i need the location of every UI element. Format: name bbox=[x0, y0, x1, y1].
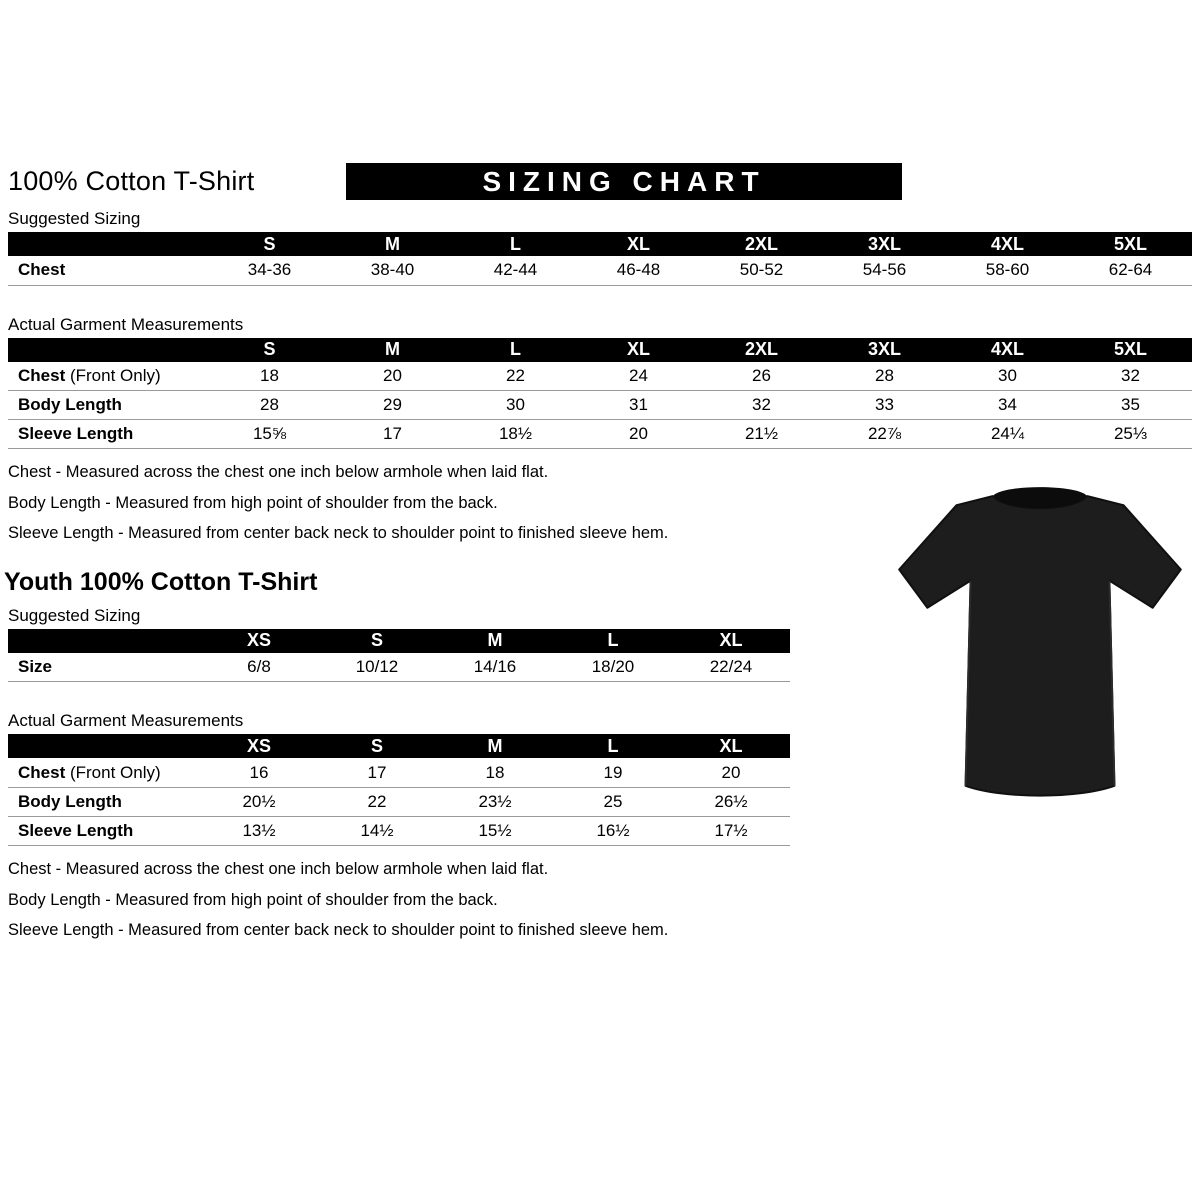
measurement-cell: 58-60 bbox=[946, 256, 1069, 285]
measurement-cell: 28 bbox=[208, 391, 331, 420]
size-column-header: M bbox=[331, 338, 454, 362]
measurement-cell: 18/20 bbox=[554, 653, 672, 682]
measurement-cell: 22 bbox=[318, 787, 436, 816]
size-column-header: XL bbox=[672, 734, 790, 758]
measurement-cell: 18½ bbox=[454, 420, 577, 449]
measurement-cell: 15⅝ bbox=[208, 420, 331, 449]
size-column-header: 4XL bbox=[946, 338, 1069, 362]
size-column-header: XL bbox=[577, 338, 700, 362]
measurement-cell: 38-40 bbox=[331, 256, 454, 285]
size-column-header: M bbox=[436, 629, 554, 653]
measurement-cell: 54-56 bbox=[823, 256, 946, 285]
size-column-header: 5XL bbox=[1069, 232, 1192, 256]
youth-suggested-table bbox=[8, 629, 790, 683]
table-header-row bbox=[8, 232, 1192, 256]
measurement-cell: 31 bbox=[577, 391, 700, 420]
measurement-cell: 24 bbox=[577, 362, 700, 391]
size-column-header: XS bbox=[200, 734, 318, 758]
measurement-cell: 46-48 bbox=[577, 256, 700, 285]
table-header-row bbox=[8, 338, 1192, 362]
table-row bbox=[8, 758, 790, 787]
measurement-cell: 14/16 bbox=[436, 653, 554, 682]
row-label: Chest (Front Only) bbox=[8, 362, 208, 391]
size-column-header: XL bbox=[577, 232, 700, 256]
measurement-cell: 17½ bbox=[672, 816, 790, 845]
measurement-cell: 17 bbox=[331, 420, 454, 449]
note-line: Chest - Measured across the chest one inch below armhole when laid flat. bbox=[8, 463, 549, 481]
measurement-cell: 20½ bbox=[200, 787, 318, 816]
row-label: Body Length bbox=[8, 391, 208, 420]
size-column-header: S bbox=[208, 338, 331, 362]
measurement-cell: 32 bbox=[700, 391, 823, 420]
size-column-header: L bbox=[454, 232, 577, 256]
measurement-cell: 30 bbox=[946, 362, 1069, 391]
measurement-cell: 35 bbox=[1069, 391, 1192, 420]
size-column-header: 5XL bbox=[1069, 338, 1192, 362]
table-row bbox=[8, 420, 1192, 449]
measurement-cell: 18 bbox=[208, 362, 331, 391]
youth-actual-table bbox=[8, 734, 790, 846]
note-line: Body Length - Measured from high point of shoulder from the back. bbox=[8, 493, 498, 512]
row-label: Body Length bbox=[8, 787, 200, 816]
measurement-cell: 16 bbox=[200, 758, 318, 787]
size-column-header: L bbox=[554, 629, 672, 653]
measurement-cell: 19 bbox=[554, 758, 672, 787]
measurement-cell: 20 bbox=[577, 420, 700, 449]
table-row bbox=[8, 391, 1192, 420]
measurement-cell: 42-44 bbox=[454, 256, 577, 285]
size-column-header: M bbox=[436, 734, 554, 758]
measurement-cell: 28 bbox=[823, 362, 946, 391]
measurement-cell: 10/12 bbox=[318, 653, 436, 682]
table-row bbox=[8, 256, 1192, 285]
row-label-suffix: (Front Only) bbox=[65, 762, 161, 782]
size-column-header: S bbox=[318, 629, 436, 653]
corner-cell bbox=[8, 734, 200, 758]
row-label: Sleeve Length bbox=[8, 816, 200, 845]
page-title: 100% Cotton T-Shirt bbox=[8, 166, 255, 196]
measurement-cell: 24¼ bbox=[946, 420, 1069, 449]
measurement-cell: 26½ bbox=[672, 787, 790, 816]
size-column-header: 3XL bbox=[823, 338, 946, 362]
size-column-header: L bbox=[554, 734, 672, 758]
measurement-cell: 6/8 bbox=[200, 653, 318, 682]
size-column-header: 3XL bbox=[823, 232, 946, 256]
note-line: Sleeve Length - Measured from center back neck to shoulder point to finished sleeve hem. bbox=[8, 921, 669, 940]
measurement-cell: 14½ bbox=[318, 816, 436, 845]
adult-suggested-heading: Suggested Sizing bbox=[8, 209, 141, 228]
table-row bbox=[8, 362, 1192, 391]
corner-cell bbox=[8, 629, 200, 653]
measurement-cell: 13½ bbox=[200, 816, 318, 845]
adult-suggested-table bbox=[8, 232, 1192, 286]
note-line: Body Length - Measured from high point of shoulder from the back. bbox=[8, 890, 498, 909]
corner-cell bbox=[8, 338, 208, 362]
measurement-cell: 22/24 bbox=[672, 653, 790, 682]
measurement-cell: 26 bbox=[700, 362, 823, 391]
size-column-header: 4XL bbox=[946, 232, 1069, 256]
table-row bbox=[8, 653, 790, 682]
measurement-cell: 34-36 bbox=[208, 256, 331, 285]
note-line: Chest - Measured across the chest one inch below armhole when laid flat. bbox=[8, 859, 549, 878]
measurement-cell: 23½ bbox=[436, 787, 554, 816]
note-line: Sleeve Length - Measured from center back neck to shoulder point to finished sleeve hem. bbox=[8, 524, 669, 543]
size-column-header: XL bbox=[672, 629, 790, 653]
youth-suggested-heading: Suggested Sizing bbox=[8, 605, 141, 625]
row-label: Size bbox=[8, 653, 200, 682]
size-column-header: XS bbox=[200, 629, 318, 653]
youth-actual-heading: Actual Garment Measurements bbox=[8, 711, 244, 731]
measurement-cell: 18 bbox=[436, 758, 554, 787]
youth-title: Youth 100% Cotton T-Shirt bbox=[4, 567, 318, 596]
measurement-cell: 22⅞ bbox=[823, 420, 946, 449]
size-column-header: 2XL bbox=[700, 338, 823, 362]
row-label: Chest (Front Only) bbox=[8, 758, 200, 787]
size-column-header: 2XL bbox=[700, 232, 823, 256]
size-column-header: L bbox=[454, 338, 577, 362]
table-header-row bbox=[8, 629, 790, 653]
row-label: Sleeve Length bbox=[8, 420, 208, 449]
size-column-header: S bbox=[208, 232, 331, 256]
size-column-header: M bbox=[331, 232, 454, 256]
measurement-cell: 25 bbox=[554, 787, 672, 816]
measurement-cell: 50-52 bbox=[700, 256, 823, 285]
size-column-header: S bbox=[318, 734, 436, 758]
table-row bbox=[8, 816, 790, 845]
corner-cell bbox=[8, 232, 208, 256]
youth-notes bbox=[8, 859, 1192, 941]
measurement-cell: 32 bbox=[1069, 362, 1192, 391]
measurement-cell: 33 bbox=[823, 391, 946, 420]
measurement-cell: 20 bbox=[672, 758, 790, 787]
measurement-cell: 25⅓ bbox=[1069, 420, 1192, 449]
measurement-cell: 20 bbox=[331, 362, 454, 391]
measurement-cell: 16½ bbox=[554, 816, 672, 845]
tshirt-silhouette bbox=[888, 476, 1192, 828]
header-row bbox=[8, 163, 1192, 200]
tshirt-image bbox=[888, 476, 1192, 828]
sizing-chart-banner: SIZING CHART bbox=[346, 163, 902, 200]
measurement-cell: 62-64 bbox=[1069, 256, 1192, 285]
measurement-cell: 21½ bbox=[700, 420, 823, 449]
measurement-cell: 29 bbox=[331, 391, 454, 420]
row-label-suffix: (Front Only) bbox=[65, 365, 161, 385]
measurement-cell: 34 bbox=[946, 391, 1069, 420]
measurement-cell: 15½ bbox=[436, 816, 554, 845]
adult-actual-heading: Actual Garment Measurements bbox=[8, 314, 244, 334]
measurement-cell: 17 bbox=[318, 758, 436, 787]
measurement-cell: 22 bbox=[454, 362, 577, 391]
table-row bbox=[8, 787, 790, 816]
row-label: Chest bbox=[8, 256, 208, 285]
table-header-row bbox=[8, 734, 790, 758]
measurement-cell: 30 bbox=[454, 391, 577, 420]
adult-actual-table bbox=[8, 338, 1192, 450]
